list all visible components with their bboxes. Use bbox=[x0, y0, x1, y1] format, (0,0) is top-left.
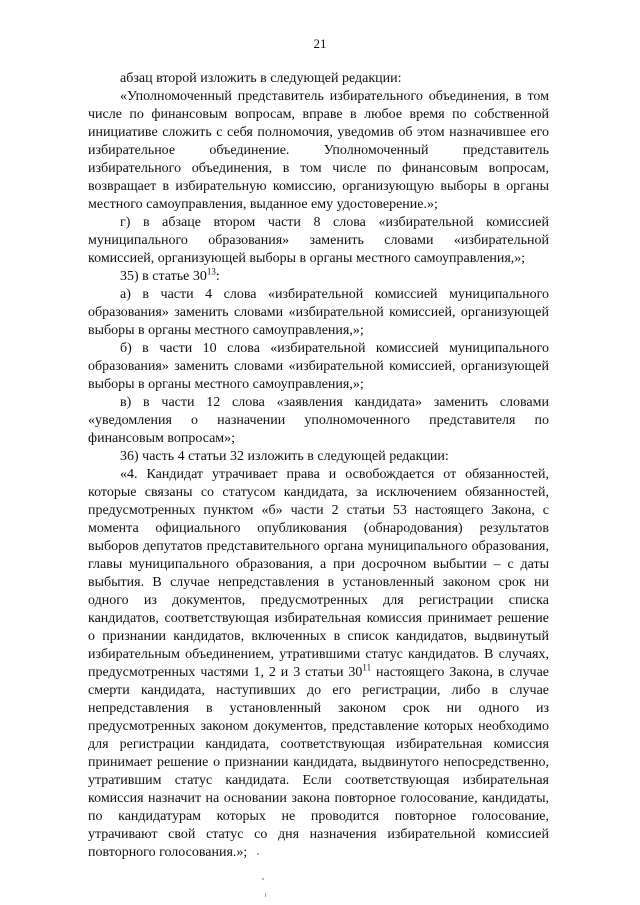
superscript: 13 bbox=[206, 266, 216, 277]
paragraph-text-after: : bbox=[215, 269, 220, 284]
paragraph-text-after: настоящего Закона, в случае смерти кандидата, наступивших до его регистрации, либо в случае непредставления в установленный законом срок ни одного из предусмотренных законом документов, представление которых необходимо для регистрации кандидата, соответствующая избирательная комиссия принимает решение о признании кандидата, выдвинутого непосредственно, утратившим статус кандидата. Если соответствующая избирательная комиссия назначит на основании закона повторное голосование, кандидаты, по кандидатурам которых не проводится повторное голосование, утрачивают свой статус со дня назначения избирательной комиссией повторного голосования.»; bbox=[88, 665, 549, 860]
paragraph-item-36 bbox=[88, 448, 549, 466]
paragraph-text: 36) часть 4 статьи 32 изложить в следующей редакции: bbox=[120, 449, 449, 464]
paragraph-part-4 bbox=[88, 466, 549, 862]
paragraph-text: а) в части 4 слова «избирательной комиссией муниципального образования» заменить словами «избирательной комиссией, организующей выборы в органы местного самоуправления,»; bbox=[88, 287, 549, 338]
paragraph-item-b bbox=[88, 340, 549, 394]
paragraph-item-v bbox=[88, 394, 549, 448]
scan-speck bbox=[257, 853, 259, 855]
scan-speck bbox=[265, 893, 266, 897]
paragraph-text: «4. Кандидат утрачивает права и освобождается от обязанностей, которые связаны со статусом кандидата, за исключением обязанностей, предусмотренных пунктом «б» части 2 статьи 53 настоящего Закона, с момента официального опубликования (обнародования) результатов выборов депутатов представительного органа муниципального образования, главы муниципального образования, а при досрочном выбытии – с даты выбытия. В случае непредставления в установленный законом срок ни одного из документов, предусмотренных для регистрации списка кандидатов, соответствующая избирательная комиссия принимает решение о признании кандидатов, включенных в список кандидатов, выдвинутый избирательным объединением, утратившими статус кандидатов. В случаях, предусмотренных частями 1, 2 и 3 статьи 30 bbox=[88, 467, 549, 680]
page-number: 21 bbox=[313, 36, 327, 51]
paragraph-text: г) в абзаце втором части 8 слова «избирательной комиссией муниципального образования» заменить словами «избирательной комиссией, организующей выборы в органы местного самоуправления,»; bbox=[88, 215, 549, 266]
paragraph-item-g bbox=[88, 214, 549, 268]
paragraph-intro bbox=[88, 70, 549, 88]
paragraph-text: б) в части 10 слова «избирательной комиссией муниципального образования» заменить словами «избирательной комиссией, организующей выборы в органы местного самоуправления,»; bbox=[88, 341, 549, 392]
paragraph-text: «Уполномоченный представитель избирательного объединения, в том числе по финансовым вопросам, вправе в любое время по собственной инициативе сложить с себя полномочия, уведомив об этом назначившее его избирательное объединение. Уполномоченный представитель избирательного объединения, в том числе по финансовым вопросам, возвращает в избирательную комиссию, организующую выборы в органы местного самоуправления, выданное ему удостоверение.»; bbox=[88, 89, 549, 212]
scan-speck bbox=[262, 878, 264, 880]
superscript: 11 bbox=[362, 662, 372, 673]
paragraph-quote-representative bbox=[88, 88, 549, 214]
paragraph-text: 35) в статье 30 bbox=[120, 269, 207, 284]
paragraph-item-35 bbox=[88, 268, 549, 286]
paragraph-text: в) в части 12 слова «заявления кандидата» заменить словами «уведомления о назначении уполномоченного представителя по финансовым вопросам»; bbox=[88, 395, 549, 446]
document-body bbox=[88, 70, 549, 862]
paragraph-item-a bbox=[88, 286, 549, 340]
paragraph-text: абзац второй изложить в следующей редакции: bbox=[120, 71, 402, 86]
